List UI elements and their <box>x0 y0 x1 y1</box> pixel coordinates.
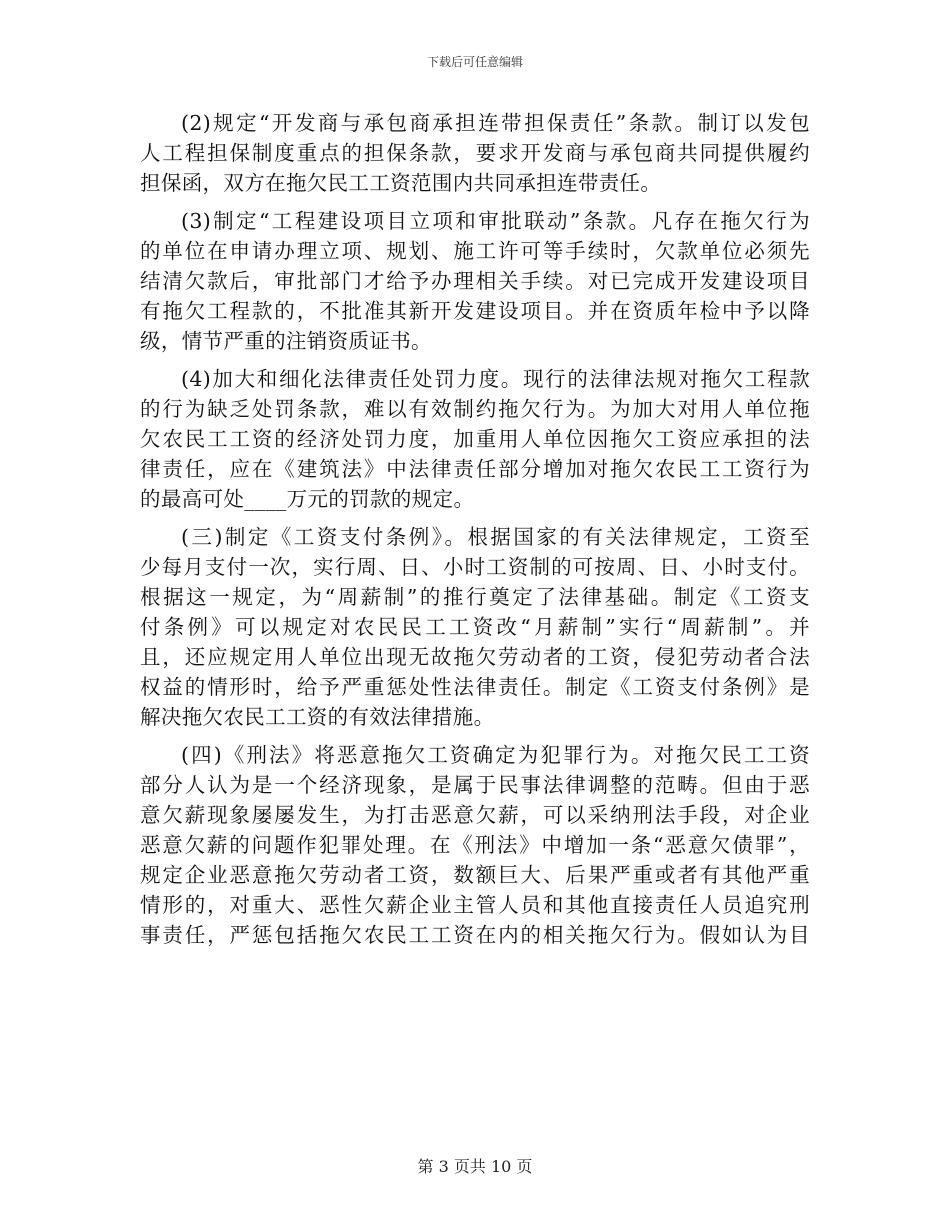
text-line: 规定企业恶意拖欠劳动者工资，数额巨大、后果严重或者有其他严重 <box>140 863 810 887</box>
text-line: 结清欠款后，审批部门才给予办理相关手续。对已完成开发建设项目 <box>140 269 810 293</box>
paragraph-section-3 <box>140 522 810 732</box>
text-line: 根据这一规定，为“周薪制”的推行奠定了法律基础。制定《工资支 <box>140 585 810 609</box>
text-line: 且，还应规定用人单位出现无故拖欠劳动者的工资，侵犯劳动者合法 <box>140 645 810 669</box>
text-line: 人工程担保制度重点的担保条款，要求开发商与承包商共同提供履约 <box>140 141 810 165</box>
text-line: (四)《刑法》将恶意拖欠工资确定为犯罪行为。对拖欠民工工资 <box>181 743 810 767</box>
text-line: 的单位在申请办理立项、规划、施工许可等手续时，欠款单位必须先 <box>140 239 810 263</box>
text-line: 付条例》可以规定对农民民工工资改“月薪制”实行“周薪制”。并 <box>140 615 810 639</box>
text-line: 恶意欠薪的问题作犯罪处理。在《刑法》中增加一条“恶意欠债罪”， <box>140 833 810 857</box>
text-line: 少每月支付一次，实行周、日、小时工资制的可按周、日、小时支付。 <box>140 555 810 579</box>
text-line: 部分人认为是一个经济现象，是属于民事法律调整的范畴。但由于恶 <box>140 773 810 797</box>
paragraph-3 <box>140 206 810 356</box>
document-body <box>140 108 810 950</box>
text-line: (2)规定“开发商与承包商承担连带担保责任”条款。制订以发包 <box>181 111 810 135</box>
text-line: 的最高可处____万元的罚款的规定。 <box>140 487 475 511</box>
text-line: 级，情节严重的注销资质证书。 <box>140 329 432 353</box>
text-line: 解决拖欠农民工工资的有效法律措施。 <box>140 705 495 729</box>
text-line: 情形的，对重大、恶性欠薪企业主管人员和其他直接责任人员追究刑 <box>140 893 810 917</box>
page-header: 下载后可任意编辑 <box>426 55 523 69</box>
text-line: 事责任，严惩包括拖欠农民工工资在内的相关拖欠行为。假如认为目 <box>140 923 810 947</box>
text-line: (3)制定“工程建设项目立项和审批联动”条款。凡存在拖欠行为 <box>181 209 810 233</box>
paragraph-section-4 <box>140 740 810 950</box>
text-line: 欠农民工工资的经济处罚力度，加重用人单位因拖欠工资应承担的法 <box>140 427 810 451</box>
text-line: 意欠薪现象屡屡发生，为打击恶意欠薪，可以采纳刑法手段，对企业 <box>140 803 810 827</box>
page-footer: 第 3 页共 10 页 <box>417 1157 533 1176</box>
text-line: 律责任，应在《建筑法》中法律责任部分增加对拖欠农民工工资行为 <box>140 457 810 481</box>
text-line: 有拖欠工程款的，不批准其新开发建设项目。并在资质年检中予以降 <box>140 299 810 323</box>
text-line: 权益的情形时，给予严重惩处性法律责任。制定《工资支付条例》是 <box>140 675 810 699</box>
paragraph-2 <box>140 108 810 198</box>
text-line: (4)加大和细化法律责任处罚力度。现行的法律法规对拖欠工程款 <box>181 367 810 391</box>
text-line: (三)制定《工资支付条例》。根据国家的有关法律规定，工资至 <box>181 525 810 549</box>
text-line: 担保函，双方在拖欠民工工资范围内共同承担连带责任。 <box>140 171 662 195</box>
paragraph-4 <box>140 364 810 514</box>
text-line: 的行为缺乏处罚条款，难以有效制约拖欠行为。为加大对用人单位拖 <box>140 397 810 421</box>
